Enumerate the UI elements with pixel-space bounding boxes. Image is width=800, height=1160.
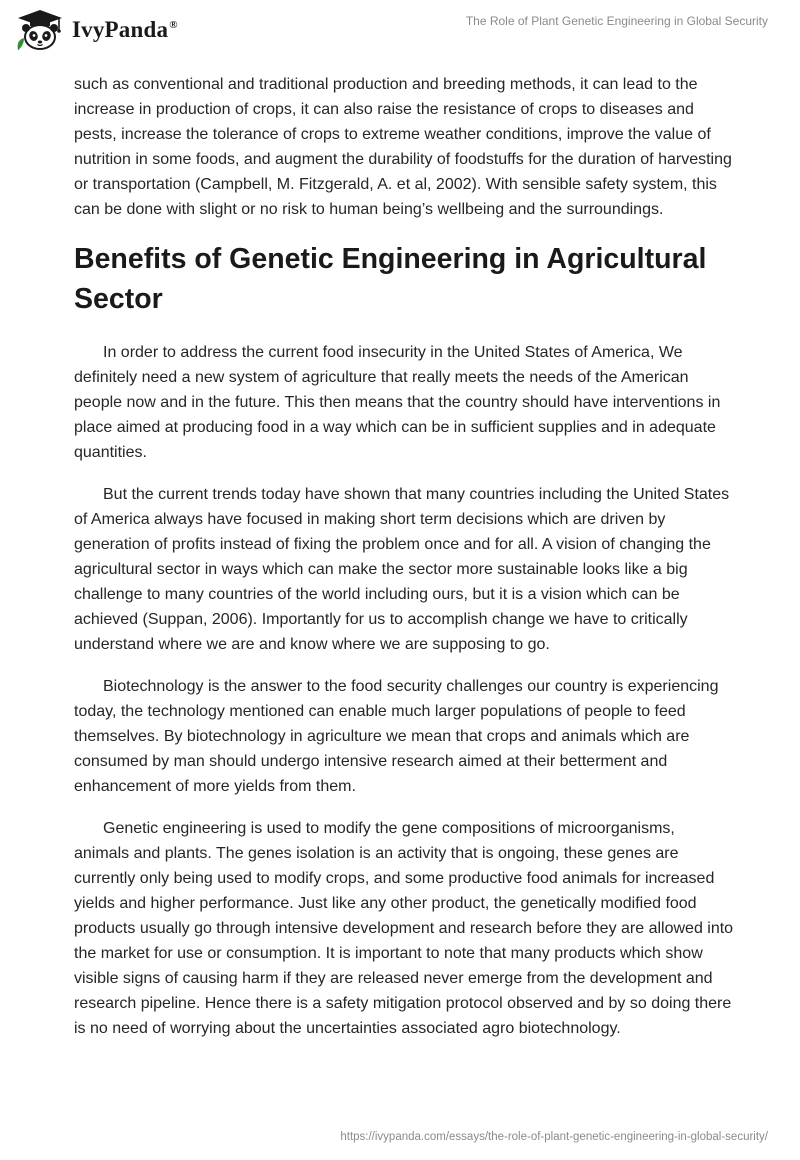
body-paragraph-2: But the current trends today have shown that many countries including the United States of America always have focused in making short term decisions which are driven by generation of profits instead of fixing the problem once and for all. A vision of changing the agricultural sector in ways which can make the sector more sustainable looks like a big challenge to many countries of the world including ours, but it is a vision which can be achieved (Suppan, 2006). Importantly for us to accomplish change we have to critically understand where we are and know where we are supposing to go. [74,486,730,653]
section-heading: Benefits of Genetic Engineering in Agricultural Sector [74,243,707,315]
body-paragraph-3: Biotechnology is the answer to the food security challenges our country is experiencing today, the technology mentioned can enable much larger populations of people to feed themselves. By biotechnology in agriculture we mean that crops and animals which are consumed by man should undergo intensive research aimed at their betterment and enhancement of more yields from them. [74,678,719,795]
source-url[interactable]: https://ivypanda.com/essays/the-role-of-plant-genetic-engineering-in-global-security/ [340,1131,768,1143]
body-paragraph-4: Genetic engineering is used to modify the gene compositions of microorganisms, animals and plants. The genes isolation is an activity that is ongoing, these genes are currently only being used to modify crops, and some productive food animals for increased yields and higher performance. Just like any other product, the genetically modified food products usually go through intensive development and research before they are allowed into the market for use or consumption. It is important to note that many products which show visible signs of causing harm if they are released never emerge from the development and research pipeline. Hence there is a safety mitigation protocol observed and by so doing there is no need of worrying about the uncertainties associated agro biotechnology. [74,820,734,1037]
body-paragraph-1: In order to address the current food insecurity in the United States of America, We definitely need a new system of agriculture that really meets the needs of the American people now and in the future. This then means that the country should have interventions in place aimed at producing food in a way which can be in sufficient supplies and in adequate quantities. [74,344,721,461]
page-header [0,0,800,60]
essay-body [74,72,734,1058]
logo-wordmark [72,17,178,43]
logo-text: IvyPanda [72,17,169,42]
document-title: The Role of Plant Genetic Engineering in Global Security [465,14,768,28]
ivypanda-logo[interactable] [14,6,204,54]
intro-paragraph: such as conventional and traditional production and breeding methods, it can lead to the increase in production of crops, it can also raise the resistance of crops to diseases and pests, increase the tolerance of crops to extreme weather conditions, improve the value of nutrition in some foods, and augment the durability of foodstuffs for the duration of harvesting or transportation (Campbell, M. Fitzgerald, A. et al, 2002). With sensible safety system, this can be done with slight or no risk to human being’s wellbeing and the surroundings. [74,76,732,218]
panda-graduate-icon [14,8,66,52]
registered-mark: ® [169,19,178,32]
